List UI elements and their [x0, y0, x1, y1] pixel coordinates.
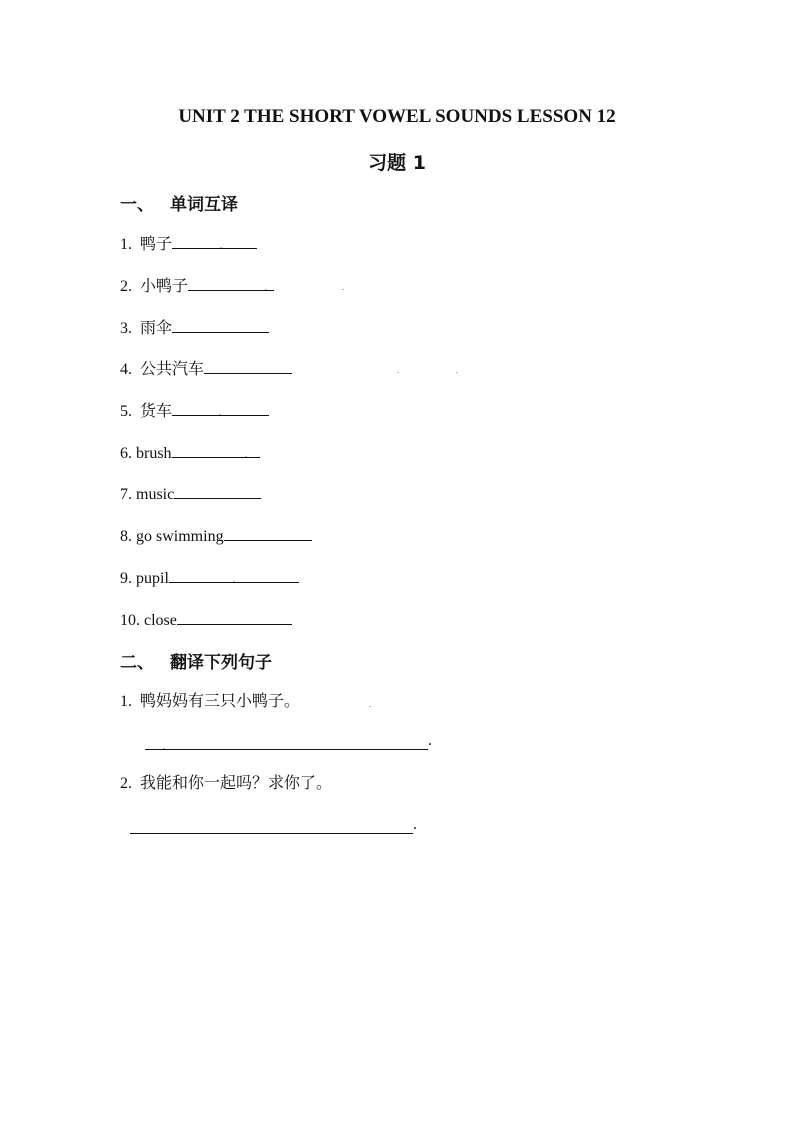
item-index: 2.: [120, 775, 132, 792]
vocab-item-8: [120, 524, 312, 547]
sentence-item-1: [120, 691, 300, 712]
scan-speck: [397, 372, 399, 373]
item-text: music: [136, 486, 175, 503]
vocab-item-4: [120, 357, 292, 380]
item-index: 7.: [120, 486, 132, 503]
vocab-item-2: [120, 274, 274, 297]
answer-blank[interactable]: [204, 357, 292, 374]
answer-blank[interactable]: [172, 316, 269, 333]
scan-speck: [233, 581, 235, 582]
vocab-item-6: [120, 441, 260, 464]
answer-blank[interactable]: [174, 482, 261, 499]
sentence-2-answer-line[interactable]: [130, 832, 413, 834]
item-index: 9.: [120, 570, 132, 587]
scan-speck: [342, 289, 344, 290]
item-index: 3.: [120, 320, 132, 337]
vocab-item-1: [120, 232, 257, 255]
item-index: 4.: [120, 361, 132, 378]
section-2-number: 二、: [120, 653, 154, 673]
item-text: 货车: [140, 401, 173, 420]
item-index: 8.: [120, 528, 132, 545]
scan-speck: [219, 414, 221, 415]
item-index: 5.: [120, 403, 132, 420]
section-1-label: 单词互译: [170, 195, 238, 215]
section-1-number: 一、: [120, 195, 154, 215]
item-text: 雨伞: [140, 318, 173, 337]
vocab-item-3: [120, 316, 269, 339]
vocab-item-9: [120, 566, 299, 589]
sentence-item-2: [120, 773, 332, 794]
item-text: 公共汽车: [140, 359, 205, 378]
item-text: 鸭妈妈有三只小鸭子。: [140, 691, 301, 710]
scan-speck: [163, 748, 165, 749]
exercise-subtitle: 习题 1: [368, 152, 426, 174]
scan-speck: [245, 456, 247, 457]
item-text: go swimming: [136, 528, 224, 545]
item-text: pupil: [136, 570, 169, 587]
sentence-1-period: .: [428, 732, 432, 749]
answer-blank[interactable]: [224, 524, 312, 541]
answer-blank[interactable]: [177, 608, 292, 625]
page-title: UNIT 2 THE SHORT VOWEL SOUNDS LESSON 12: [178, 106, 616, 127]
scan-speck: [369, 706, 371, 707]
sentence-1-answer-line[interactable]: [145, 748, 428, 750]
item-index: 10.: [120, 612, 140, 629]
scan-speck: [456, 372, 458, 373]
vocab-item-7: [120, 482, 261, 505]
item-text: 鸭子: [140, 234, 173, 253]
item-index: 1.: [120, 236, 132, 253]
item-index: 2.: [120, 278, 132, 295]
section-1-heading: [120, 190, 238, 215]
scan-speck: [220, 247, 222, 248]
item-index: 6.: [120, 445, 132, 462]
answer-blank[interactable]: [188, 274, 274, 291]
item-text: brush: [136, 445, 172, 462]
scan-speck: [265, 289, 267, 290]
answer-blank[interactable]: [172, 232, 257, 249]
vocab-item-10: [120, 608, 292, 631]
section-2-label: 翻译下列句子: [170, 653, 272, 673]
item-text: 小鸭子: [140, 276, 189, 295]
section-2-heading: [120, 648, 272, 673]
vocab-item-5: [120, 399, 269, 422]
item-text: 我能和你一起吗？求你了。: [140, 773, 333, 792]
item-index: 1.: [120, 693, 132, 710]
item-text: close: [144, 612, 177, 629]
sentence-2-period: .: [413, 816, 417, 833]
